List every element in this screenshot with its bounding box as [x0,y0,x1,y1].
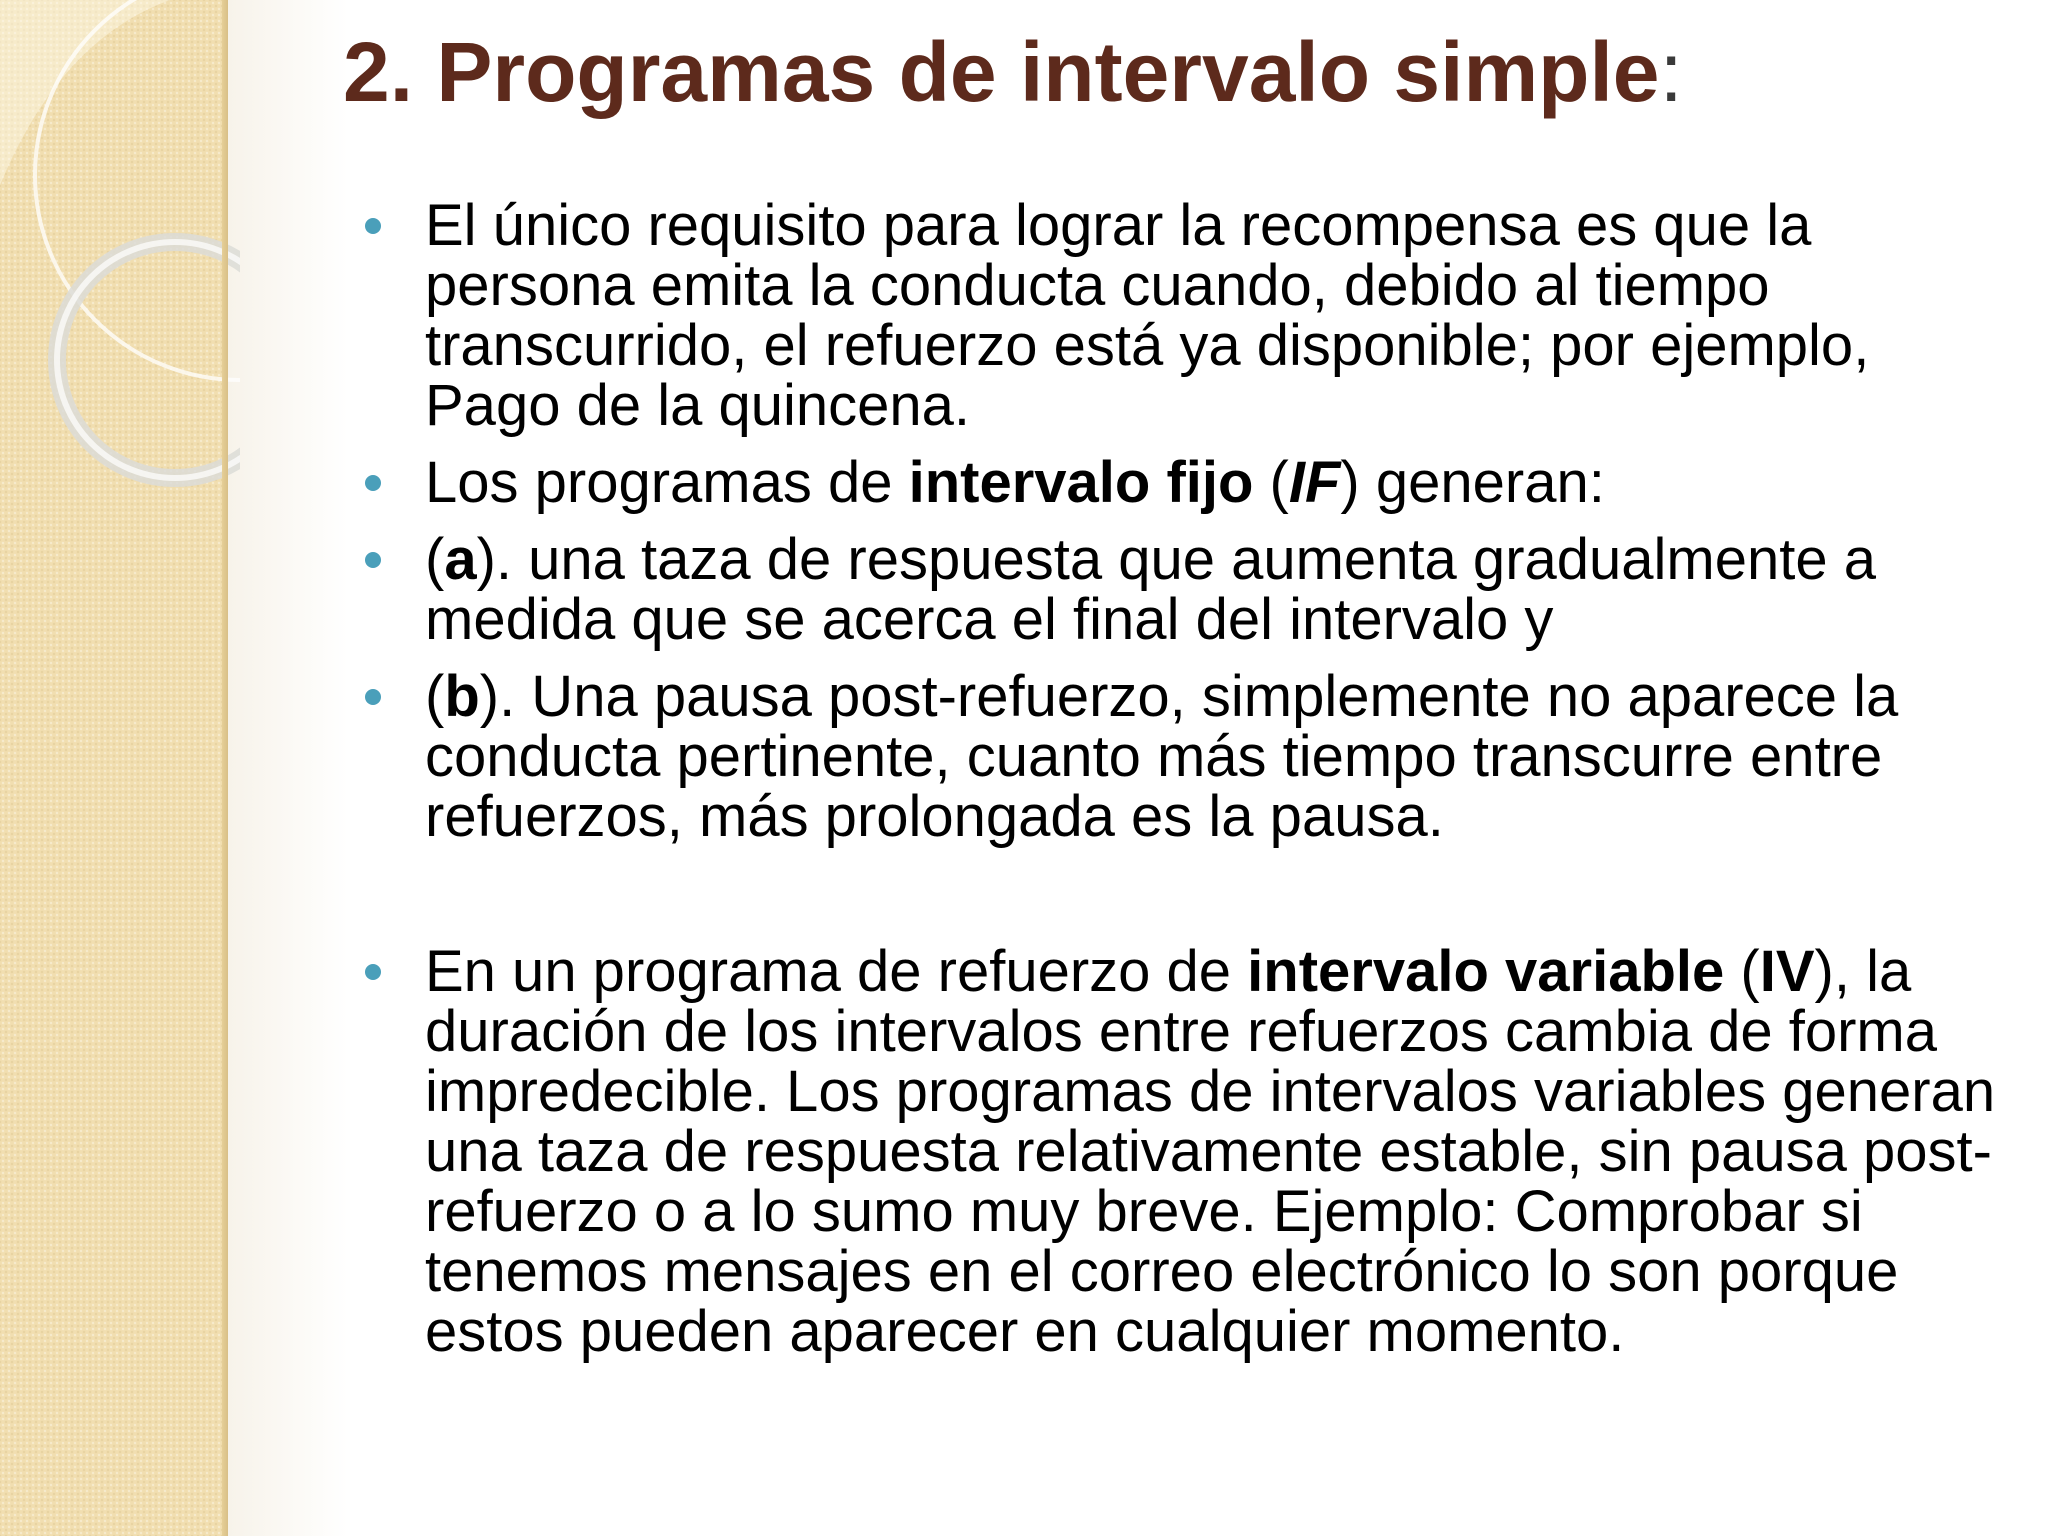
bullet-dot-icon [365,218,381,234]
bullet-dot-icon [365,964,381,980]
slide-title [343,22,1683,123]
bullet-item-intervalo-fijo [365,450,2005,515]
bullet-item-intervalo-variable [365,939,2005,1364]
bullet-bold-term: intervalo fijo [908,450,1254,515]
bullet-bold-letter: b [444,664,480,729]
bullet-text: ). una taza de respuesta que aumenta gradualmente a medida que se acerca el final del intervalo y [425,527,1876,652]
bullet-text: En un programa de refuerzo de [425,939,1248,1004]
bullet-text: ). Una pausa post-refuerzo, simplemente no aparece la conducta pertinente, cuanto más tiempo transcurre entre refuerzos, más prolongada es la pausa. [425,664,1899,849]
bullet-dot-icon [365,552,381,568]
bullet-text: ( [1253,450,1289,515]
bullet-dot-icon [365,475,381,491]
sidebar-edge [222,0,228,1536]
decorative-circles [0,0,240,520]
bullet-bold-abbr: IV [1759,939,1815,1004]
bullet-text: El único requisito para lograr la recompensa es que la persona emita la conducta cuando, debido al tiempo transcurrido, el refuerzo está ya disponible; por ejemplo, Pago de la quincena. [425,193,1870,438]
bullet-text: ), la duración de los intervalos entre refuerzos cambia de forma impredecible. Los programas de intervalos variables generan una taza de respuesta relativamente estable, sin pausa post-refuerzo o a lo sumo muy breve. Ejemplo: Comprobar si tenemos mensajes en el correo electrónico lo son porque estos pueden aparecer en cualquier momento. [425,939,1996,1364]
title-colon: : [1659,25,1683,119]
title-text: 2. Programas de intervalo simple [343,25,1660,119]
bullet-item-a [365,527,2005,652]
bullet-text: Los programas de [425,450,909,515]
bullet-text: ( [425,664,445,729]
decorative-sidebar [0,0,228,1536]
bullet-list [365,193,2005,1379]
bullet-item-b [365,664,2005,849]
bullet-dot-icon [365,689,381,705]
light-corner-shape [0,0,170,185]
bullet-text: ) generan: [1340,450,1605,515]
bullet-item-requisito [365,193,2005,438]
bullet-bold-letter: a [444,527,477,592]
bullet-bold-italic-abbr: IF [1288,450,1341,515]
bullet-text: ( [1724,939,1760,1004]
bullet-text: ( [425,527,445,592]
bullet-bold-term: intervalo variable [1247,939,1725,1004]
